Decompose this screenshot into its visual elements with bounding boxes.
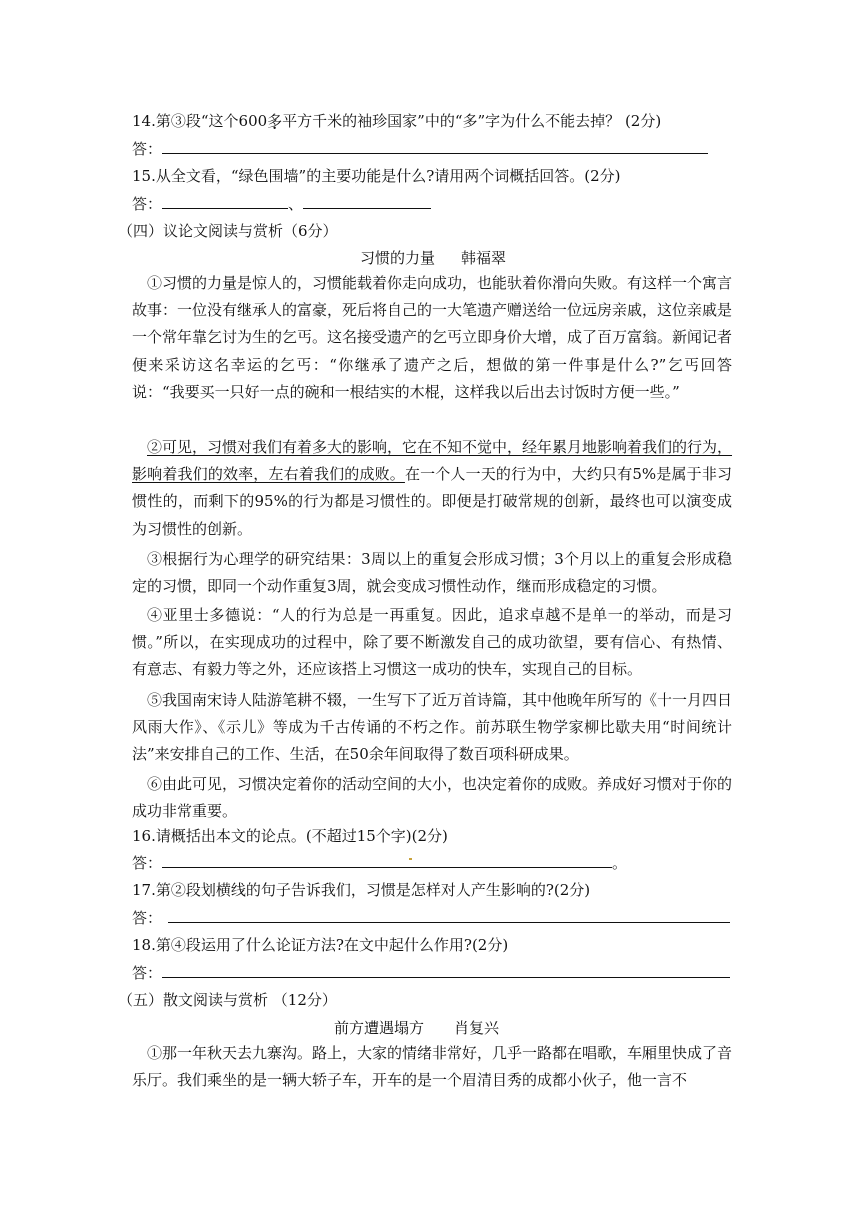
answer-line-14: 答： bbox=[132, 139, 708, 159]
paragraph-2: ②可见，习惯对我们有着多大的影响，它在不知不觉中，经年累月地影响着我们的行为，影响着我们的效率，左右着我们的成败。在一个人一天的行为中，大约只有5%是属于非习惯性的，而剩下的95%的行为都是习惯性的。即便是打破常规的创新，最终也可以演变成为习惯性的创新。 bbox=[132, 438, 733, 538]
paragraph-3: ③根据行为心理学的研究结果：3周以上的重复会形成习惯；3个月以上的重复会形成稳定的习惯，即同一个动作重复3周，就会变成习惯性动作，继而形成稳定的习惯。 bbox=[132, 550, 732, 596]
paragraph-5: ⑤我国南宋诗人陆游笔耕不辍，一生写下了近万首诗篇，其中他晚年所写的《十一月四日风雨大作》、《示儿》等成为千古传诵的不朽之作。前苏联生物学家柳比歇夫用“时间统计法”来安排自己的工作、生活，在50余年间取得了数百项科研成果。 bbox=[132, 691, 733, 764]
answer-line-16: 答： 。 bbox=[132, 854, 628, 872]
stray-mark bbox=[409, 858, 412, 860]
article-author: 韩福翠 bbox=[461, 249, 507, 267]
paragraph-4: ④亚里士多德说：“人的行为总是一再重复。因此，追求卓越不是单一的举动，而是习惯。”所以，在实现成功的过程中，除了要不断激发自己的成功欲望，要有信心、有热情、有意志、有毅力等之外，还应该搭上习惯这一成功的快车，实现自己的目标。 bbox=[132, 606, 732, 679]
answer-blank-2[interactable] bbox=[303, 194, 431, 209]
question-18: 18.第④段运用了什么论证方法?在文中起什么作用?(2分) bbox=[132, 936, 509, 954]
answer-blank[interactable] bbox=[162, 139, 708, 154]
question-16: 16.请概括出本文的论点。(不超过15个字)(2分) bbox=[132, 827, 448, 845]
answer-blank[interactable] bbox=[168, 908, 730, 923]
question-17: 17.第②段划横线的句子告诉我们，习惯是怎样对人产生影响的?(2分) bbox=[132, 881, 591, 899]
answer-line-15: 答： 、 bbox=[132, 194, 431, 214]
answer-blank-1[interactable] bbox=[162, 194, 288, 209]
paragraph-6: ⑥由此可见，习惯决定着你的活动空间的大小，也决定着你的成败。养成好习惯对于你的成功非常重要。 bbox=[132, 775, 733, 821]
answer-line-18: 答： bbox=[132, 963, 730, 983]
answer-line-17: 答： bbox=[132, 908, 730, 928]
answer-blank[interactable] bbox=[162, 853, 612, 868]
article-title: 习惯的力量 韩福翠 bbox=[360, 249, 507, 267]
essay-title: 前方遭遇塌方 肖复兴 bbox=[334, 1019, 500, 1037]
essay-paragraph-1: ①那一年秋天去九寨沟。路上，大家的情绪非常好，几乎一路都在唱歌，车厢里快成了音乐厅。我们乘坐的是一辆大轿子车，开车的是一个眉清目秀的成都小伙子，他一言不 bbox=[132, 1044, 733, 1090]
underlined-sentence: ②可见，习惯对我们有着多大的影响，它在不知不觉中，经年累月地影响着我们的行为，影响着我们的效率，左右着我们的成败。 bbox=[132, 438, 733, 484]
emphasis-dot-char: 多 bbox=[267, 112, 283, 130]
answer-blank[interactable] bbox=[162, 963, 730, 978]
section-5-heading: （五）散文阅读与赏析 （12分） bbox=[118, 991, 337, 1009]
question-15: 15.从全文看，“绿色围墙”的主要功能是什么?请用两个词概括回答。(2分) bbox=[132, 167, 621, 185]
question-14: 14.第③段“这个600多平方千米的袖珍国家”中的“多”字为什么不能去掉？ (2分) bbox=[132, 112, 662, 130]
essay-author: 肖复兴 bbox=[454, 1019, 500, 1037]
section-4-heading: （四）议论文阅读与赏析（6分） bbox=[118, 222, 338, 240]
paragraph-1: ①习惯的力量是惊人的，习惯能载着你走向成功，也能驮着你滑向失败。有这样一个寓言故事：一位没有继承人的富豪，死后将自己的一大笔遗产赠送给一位远房亲戚，这位亲戚是一个常年靠乞讨为生的乞丐。这名接受遗产的乞丐立即身价大增，成了百万富翁。新闻记者便来采访这名幸运的乞丐：“你继承了遗产之后，想做的第一件事是什么?”乞丐回答说：“我要买一只好一点的碗和一根结实的木棍，这样我以后出去讨饭时方便一些。” bbox=[132, 274, 733, 401]
